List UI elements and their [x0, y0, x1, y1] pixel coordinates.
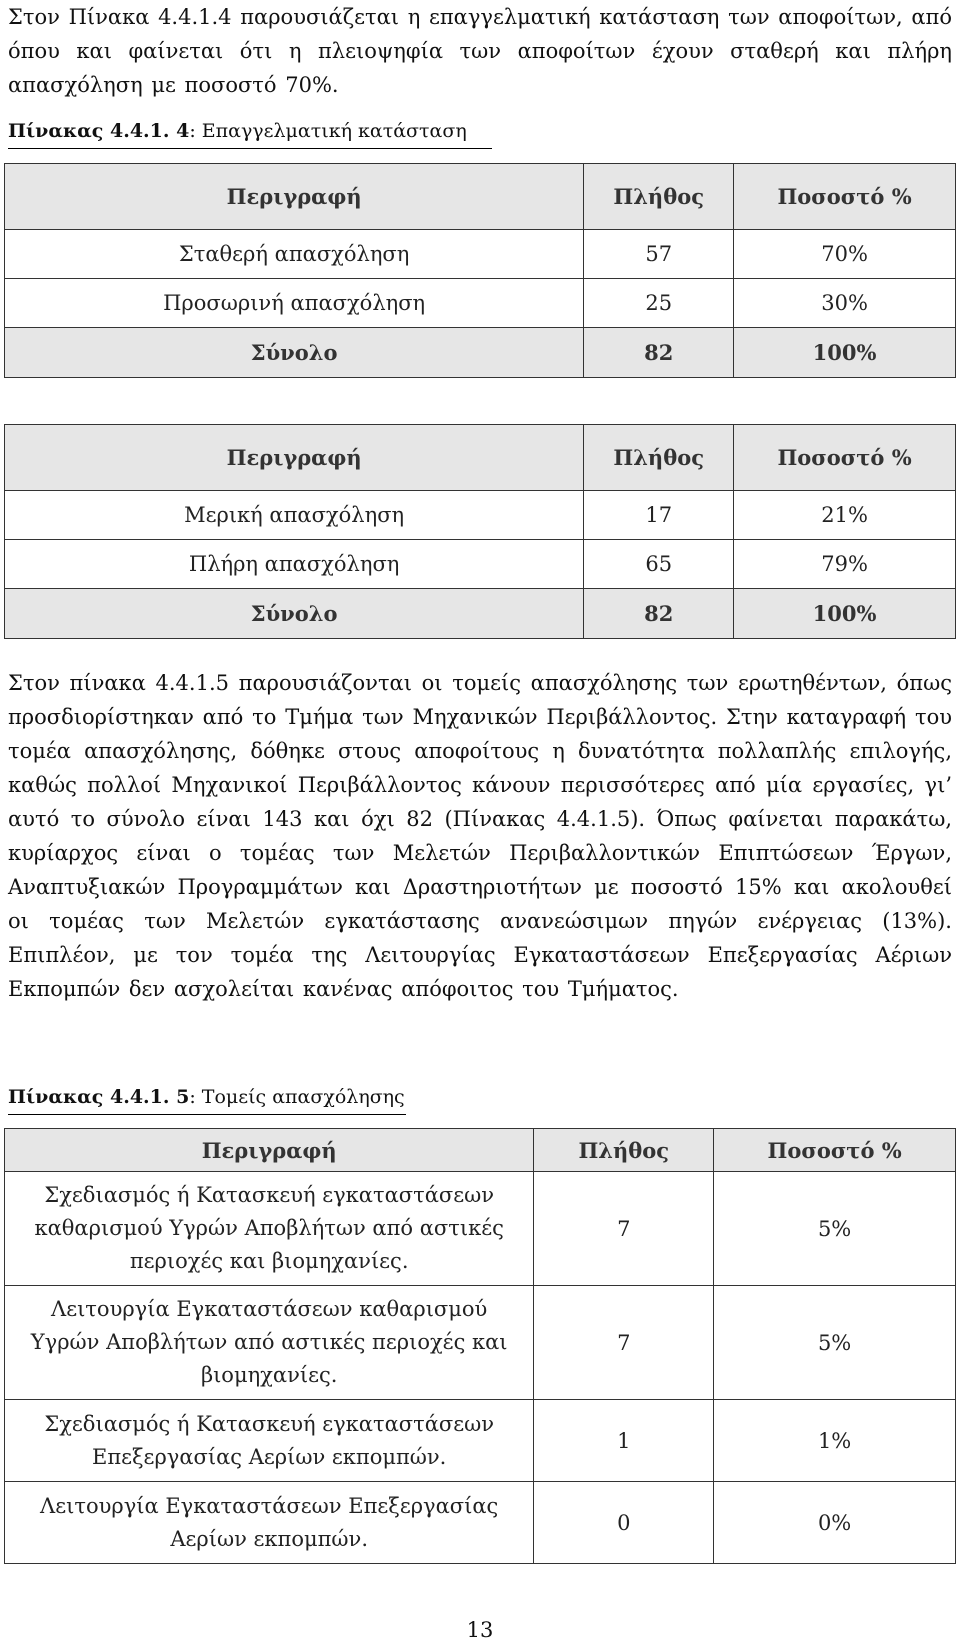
cell-description: Λειτουργία Εγκαταστάσεων Επεξεργασίας Αερίων εκπομπών.	[5, 1482, 534, 1564]
cell-percent: 79%	[734, 540, 956, 589]
cell-percent: 21%	[734, 491, 956, 540]
total-percent: 100%	[734, 328, 956, 378]
total-label: Σύνολο	[5, 589, 584, 639]
table-employment-sectors	[4, 1128, 956, 1564]
table-4-caption	[8, 118, 492, 149]
page-number: 13	[466, 1618, 494, 1642]
table-row	[5, 1286, 956, 1400]
header-percent: Ποσοστό %	[734, 164, 956, 230]
cell-description: Μερική απασχόληση	[5, 491, 584, 540]
header-description: Περιγραφή	[5, 1129, 534, 1172]
table-row	[5, 1172, 956, 1286]
cell-count: 65	[584, 540, 734, 589]
table-row	[5, 1400, 956, 1482]
header-count: Πλήθος	[534, 1129, 714, 1172]
cell-count: 1	[534, 1400, 714, 1482]
table-row	[5, 491, 956, 540]
total-percent: 100%	[734, 589, 956, 639]
total-count: 82	[584, 589, 734, 639]
total-count: 82	[584, 328, 734, 378]
cell-description: Λειτουργία Εγκαταστάσεων καθαρισμού Υγρών Αποβλήτων από αστικές περιοχές και βιομηχανίες.	[5, 1286, 534, 1400]
header-description: Περιγραφή	[5, 425, 584, 491]
table-5-caption	[8, 1084, 406, 1115]
table-5-caption-number: Πίνακας 4.4.1. 5	[8, 1086, 190, 1108]
cell-count: 7	[534, 1286, 714, 1400]
cell-count: 17	[584, 491, 734, 540]
table-4-caption-number: Πίνακας 4.4.1. 4	[8, 120, 190, 142]
header-count: Πλήθος	[584, 425, 734, 491]
cell-count: 25	[584, 279, 734, 328]
cell-count: 57	[584, 230, 734, 279]
table-5-caption-title: : Τομείς απασχόλησης	[189, 1086, 405, 1108]
cell-description: Σχεδιασμός ή Κατασκευή εγκαταστάσεων Επεξεργασίας Αερίων εκπομπών.	[5, 1400, 534, 1482]
header-count: Πλήθος	[584, 164, 734, 230]
cell-percent: 1%	[714, 1400, 956, 1482]
table-4-caption-title: : Επαγγελματική κατάσταση	[189, 120, 467, 142]
table-employment-status	[4, 163, 956, 378]
cell-percent: 30%	[734, 279, 956, 328]
table-total-row	[5, 328, 956, 378]
intro-paragraph: Στον Πίνακα 4.4.1.4 παρουσιάζεται η επαγγελματική κατάσταση των αποφοίτων, από όπου και φαίνεται ότι η πλειοψηφία των αποφοίτων έχουν σταθερή και πλήρη απασχόληση με ποσοστό 70%.	[8, 5, 952, 97]
cell-percent: 5%	[714, 1172, 956, 1286]
cell-description: Σχεδιασμός ή Κατασκευή εγκαταστάσεων καθαρισμού Υγρών Αποβλήτων από αστικές περιοχές και βιομηχανίες.	[5, 1172, 534, 1286]
cell-percent: 70%	[734, 230, 956, 279]
header-description: Περιγραφή	[5, 164, 584, 230]
header-percent: Ποσοστό %	[734, 425, 956, 491]
table-row	[5, 1482, 956, 1564]
table-row	[5, 540, 956, 589]
cell-description: Σταθερή απασχόληση	[5, 230, 584, 279]
table-header-row	[5, 425, 956, 491]
table-header-row	[5, 1129, 956, 1172]
table-employment-type	[4, 424, 956, 639]
total-label: Σύνολο	[5, 328, 584, 378]
cell-count: 0	[534, 1482, 714, 1564]
cell-description: Πλήρη απασχόληση	[5, 540, 584, 589]
cell-description: Προσωρινή απασχόληση	[5, 279, 584, 328]
table-total-row	[5, 589, 956, 639]
table-row	[5, 279, 956, 328]
cell-percent: 5%	[714, 1286, 956, 1400]
cell-percent: 0%	[714, 1482, 956, 1564]
cell-count: 7	[534, 1172, 714, 1286]
table-header-row	[5, 164, 956, 230]
table-row	[5, 230, 956, 279]
header-percent: Ποσοστό %	[714, 1129, 956, 1172]
sectors-paragraph: Στον πίνακα 4.4.1.5 παρουσιάζονται οι τομείς απασχόλησης των ερωτηθέντων, όπως προσδιορίστηκαν από το Τμήμα των Μηχανικών Περιβάλλοντος. Στην καταγραφή του τομέα απασχόλησης, δόθηκε στους αποφοίτους η δυνατότητα πολλαπλής επιλογής, καθώς πολλοί Μηχανικοί Περιβάλλοντος κάνουν περισσότερες από μία εργασίες, γι’ αυτό το σύνολο είναι 143 και όχι 82 (Πίνακας 4.4.1.5). Όπως φαίνεται παρακάτω, κυρίαρχος είναι ο τομέας των Μελετών Περιβαλλοντικών Επιπτώσεων Έργων, Αναπτυξιακών Προγραμμάτων και Δραστηριοτήτων με ποσοστό 15% και ακολουθεί οι τομέας των Μελετών εγκατάστασης ανανεώσιμων πηγών ενέργειας (13%). Επιπλέον, με τον τομέα της Λειτουργίας Εγκαταστάσεων Επεξεργασίας Αέριων Εκπομπών δεν ασχολείται κανένας απόφοιτος του Τμήματος.	[8, 671, 952, 1001]
